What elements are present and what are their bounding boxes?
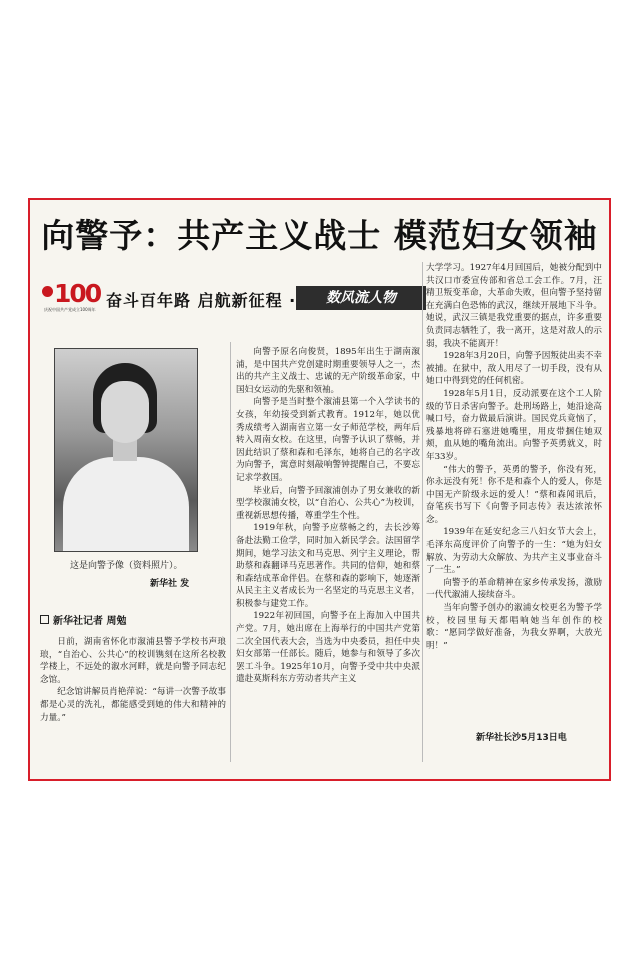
paragraph: “伟大的警予，英勇的警予，你没有死，你永远没有死！你不是和森个人的爱人，你是中国无产阶级永远的爱人！”蔡和森闻讯后，奋笔疾书写下《向警予同志传》表达浓浓怀念。 xyxy=(426,464,602,525)
section-slogan: 奋斗百年路 启航新征程 · xyxy=(106,291,297,310)
paragraph: 1919年秋，向警予应蔡畅之约，去长沙筹备赴法勤工俭学，同时加入新民学会。法国留学期间，她学习法文和马克思、列宁主义理论，帮助蔡和森翻译马克思著作。共同的信仰，她和蔡和森结成革命伴侣。在蔡和森的影响下，她逐渐从民主主义者成长为一名坚定的马克思主义者，积极参与建党工作。 xyxy=(236,523,420,609)
paragraph: 纪念馆讲解员肖艳萍说：“每讲一次警予故事都是心灵的洗礼，都能感受到她的伟大和精神的力量。” xyxy=(40,687,226,723)
byline-text: 新华社记者 周勉 xyxy=(53,616,127,627)
dateline: 新华社长沙5月13日电 xyxy=(476,733,567,743)
section-banner xyxy=(42,279,442,320)
paragraph: 当年向警予创办的溆浦女校更名为警予学校，校园里每天都唱响她当年创作的校歌：“愿同学做好准备，为我女界啊，大放光明！” xyxy=(426,603,602,651)
logo-number: 100 xyxy=(54,279,101,308)
square-icon xyxy=(40,615,49,624)
paragraph: 大学学习。1927年4月回国后，她被分配到中共汉口市委宣传部和省总工会工作。7月，汪精卫叛变革命，大革命失败，但向警予坚持留在充满白色恐怖的武汉，继续开展地下斗争。她说，武汉三镇是我党重要的据点，许多重要负责同志牺牲了，我一离开，这是对敌人的示弱，我决不能离开！ xyxy=(426,263,602,349)
column-title: 数风流人物 xyxy=(296,286,426,310)
paragraph: 1922年初回国，向警予在上海加入中国共产党。7月，她出席在上海举行的中国共产党第二次全国代表大会，当选为中央委员，担任中央妇女部第一任部长。随后，她参与和领导了多次罢工斗争。1925年10月，向警予受中共中央派遣赴莫斯科东方劳动者共产主义 xyxy=(236,611,420,685)
portrait-photo xyxy=(54,348,198,552)
party-emblem-icon xyxy=(42,286,53,297)
paragraph: 1928年5月1日，反动派要在这个工人阶级的节日杀害向警予。赴刑场路上，她沿途高喊口号，奋力做最后演讲。国民党兵竟恼了，残暴地将碎石塞进她嘴里，用皮带捆住她双颊，血从她的嘴角流出。向警予英勇就义，时年33岁。 xyxy=(426,388,602,462)
centenary-logo xyxy=(42,279,104,318)
article-column-3 xyxy=(426,262,602,652)
column-divider xyxy=(230,342,231,762)
newspaper-clipping xyxy=(28,198,611,781)
byline xyxy=(40,612,126,627)
paragraph: 1939年在延安纪念三八妇女节大会上，毛泽东高度评价了向警予的一生：“她为妇女解放、为劳动大众解放、为共产主义事业奋斗了一生。” xyxy=(426,527,602,576)
paragraph: 向警予是当时整个溆浦县第一个入学读书的女孩，年幼接受到新式教育。1912年，她以优秀成绩考入湖南省立第一女子师范学校，两年后转入周南女校。在这里，向警予认识了蔡畅，并因此结识了蔡和森和毛泽东，她将自己的名字改为向警予，寓意时刻敲响警钟提醒自己，不要忘记求学救国。 xyxy=(236,397,420,483)
paragraph: 向警予原名向俊贤，1895年出生于湖南溆浦，是中国共产党创建时期重要领导人之一，杰出的共产主义战士、忠诚的无产阶级革命家，中国妇女运动的先驱和领袖。 xyxy=(236,347,420,395)
headline: 向警予：共产主义战士 模范妇女领袖 xyxy=(41,216,598,255)
paragraph: 毕业后，向警予回溆浦创办了男女兼收的新型学校溆浦女校，以“自治心、公共心”为校训，重视新思想传播，尊重学生个性。 xyxy=(236,485,420,521)
column-divider xyxy=(422,262,423,762)
paragraph: 日前，湖南省怀化市溆浦县警予学校书声琅琅，“自治心、公共心”的校训镌刻在这所名校教学楼上，不远处的溆水河畔，就是向警予同志纪念馆。 xyxy=(40,637,226,685)
paragraph: 向警予的革命精神在家乡传承发扬，激励一代代溆浦人接续奋斗。 xyxy=(426,577,602,601)
photo-credit: 新华社 发 xyxy=(150,579,190,589)
paragraph: 1928年3月20日，向警予因叛徒出卖不幸被捕。在狱中，敌人用尽了一切手段，没有从她口中得到党的任何机密。 xyxy=(426,351,602,387)
logo-subtitle: 庆祝中国共产党成立100周年 xyxy=(44,307,96,312)
photo-caption: 这是向警予像（资料照片）。 xyxy=(70,561,183,571)
article-column-2 xyxy=(236,346,420,686)
article-column-1 xyxy=(40,636,226,724)
